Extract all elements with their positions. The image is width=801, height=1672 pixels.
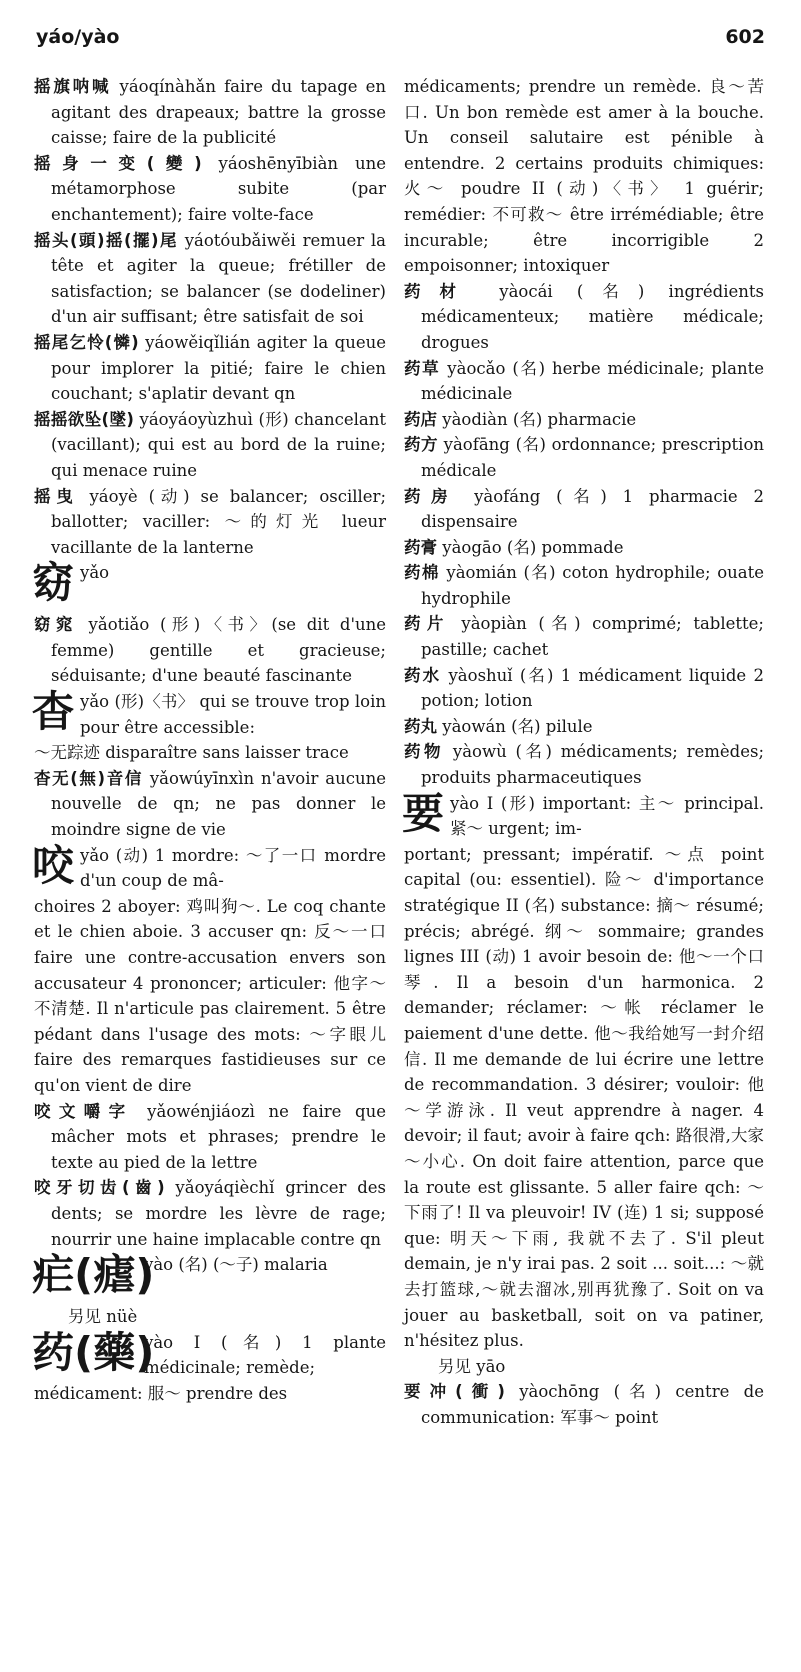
character-entry	[32, 1327, 386, 1407]
right-column	[404, 74, 764, 1430]
entry-headword: 药房	[404, 486, 459, 506]
dictionary-entry	[34, 766, 386, 843]
dictionary-entry	[404, 560, 764, 611]
entry-headword: 窈窕	[34, 615, 78, 635]
dictionary-entry	[34, 330, 386, 407]
entry-headword: 摇曳	[34, 486, 79, 506]
entry-headword: 咬文嚼字	[34, 1101, 134, 1121]
left-column	[34, 74, 386, 1407]
page-number: 602	[725, 26, 765, 48]
dictionary-entry	[34, 1099, 386, 1176]
entry-text: yǎotiǎo (形)〈书〉(se dit d'une femme) gentille et gracieuse; séduisante; d'une beauté fascinante	[51, 615, 386, 686]
character-definition: yào I (名) 1 plante médicinale; remède;	[144, 1332, 386, 1378]
dictionary-entry	[34, 612, 386, 689]
character-entry	[34, 560, 386, 612]
head-character: 窈	[32, 558, 75, 608]
entry-headword: 药棉	[404, 563, 440, 583]
head-character: 疟(瘧)	[32, 1250, 155, 1300]
dictionary-entry	[404, 279, 764, 356]
character-entry	[32, 840, 386, 1099]
character-definition: yǎo (形)〈书〉 qui se trouve trop loin pour être accessible:	[80, 692, 386, 737]
entry-headword: 摇旗呐喊	[34, 77, 112, 96]
character-definition: yào I (形) important: 主～ principal. 紧～ urgent; im-	[450, 793, 764, 839]
entry-headword: 摇尾乞怜(憐)	[34, 332, 139, 352]
page-header	[36, 26, 765, 56]
character-entry	[34, 1252, 386, 1304]
entry-headword: 药片	[404, 614, 450, 634]
dictionary-entry	[404, 714, 764, 740]
entry-text: yǎoyáqièchǐ grincer des dents; se mordre les lèvre de rage; nourrir une haine implacable contre qn	[51, 1178, 386, 1249]
entry-text: yàocǎo (名) herbe médicinale; plante médicinale	[421, 358, 765, 404]
entry-headword: 药物	[404, 742, 445, 762]
entry-headword: 摇头(頭)摇(擺)尾	[34, 230, 178, 250]
dictionary-entry	[34, 407, 386, 484]
entry-text: yàowù (名) médicaments; remèdes; produits pharmaceutiques	[421, 742, 764, 788]
character-definition-cont: choires 2 aboyer: 鸡叫狗～. Le coq chante et le chien aboie. 3 accuser qn: 反～一口 faire une contre-accusation envers son accusateur 4 prononcer; articuler: 他字～不清楚. Il n'articule pas clairement. 5 être pédant dans l'usage des mots: ～字眼儿 faire des remarques fastidieuses sur ce qu'on vient de dire	[34, 896, 386, 1095]
entry-text: yàocái (名) ingrédients médicamenteux; matière médicale; drogues	[421, 281, 764, 352]
entry-continuation: médicaments; prendre un remède. 良～苦口. Un bon remède est amer à la bouche. Un conseil salutaire est pénible à entendre. 2 certains produits chimiques: 火～ poudre II (动)〈书〉 1 guérir; remédier: 不可救～ être irrémédiable; être incurable; être incorrigible 2 empoisonner; intoxiquer	[404, 77, 764, 276]
entry-headword: 杳无(無)音信	[34, 768, 143, 788]
cross-reference: 另见 nüè	[68, 1307, 138, 1327]
entry-text: yǎowénjiáozì ne faire que mâcher mots et phrases; prendre le texte au pied de la lettre	[51, 1101, 386, 1172]
character-definition: yǎo (动) 1 mordre: ～了一口 mordre d'un coup de mâ-	[80, 845, 386, 891]
dictionary-entry	[404, 663, 764, 714]
dictionary-entry	[404, 356, 764, 407]
dictionary-entry	[404, 407, 764, 433]
dictionary-entry	[34, 228, 386, 330]
entry-text: yàopiàn (名) comprimé; tablette; pastille; cachet	[421, 614, 764, 660]
character-definition: yào (名) (～子) malaria	[144, 1255, 328, 1275]
head-character: 咬	[32, 840, 75, 890]
character-entry	[34, 689, 386, 766]
character-definition-cont: médicament: 服～ prendre des	[34, 1383, 288, 1403]
entry-text: yàochōng (名) centre de communication: 军事～ point	[421, 1382, 764, 1427]
character-definition-cont: ～无踪迹 disparaître sans laisser trace	[34, 743, 349, 763]
dictionary-entry	[34, 74, 386, 151]
entry-text: yáotóubǎiwěi remuer la tête et agiter la queue; frétiller de satisfaction; se balancer (se dodeliner) d'un air suffisant; être satisfait de soi	[51, 230, 386, 327]
head-character: 药(藥)	[32, 1327, 155, 1377]
running-head: yáo/yào	[36, 26, 120, 48]
entry-headword: 要冲(衝)	[404, 1382, 505, 1402]
character-definition-cont: portant; pressant; impératif. ～点 point capital (ou: essentiel). 险～ d'importance stratégique II (名) substance: 摘～ résumé; précis; abrégé. 纲～ sommaire; grandes lignes III (动) 1 avoir besoin de: 他～一个口琴. Il a besoin d'un harmonica. 2 demander; réclamer: ～帐 réclamer le paiement d'une dette. 他～我给她写一封介绍信. Il me demande de lui écrire une lettre de recommandation. 3 désirer; vouloir: 他～学游泳. Il veut apprendre à nager. 4 devoir; il faut; avoir à faire qch: 路很滑,大家～小心. On doit faire attention, parce que la route est glissante. 5 aller faire qch: ～下雨了! Il va pleuvoir! IV (连) 1 si; supposé que: 明天～下雨, 我就不去了. S'il pleut demain, je n'y irai pas. 2 soit ... soit...: ～就去打篮球,～就去溜冰,别再犹豫了. Soit on va jouer au basketball, soit on va patiner, n'hésitez plus.	[404, 844, 764, 1351]
entry-headword: 摇身一变(變)	[34, 153, 202, 173]
entry-text: yàogāo (名) pommade	[437, 537, 624, 557]
dictionary-entry	[404, 535, 764, 561]
entry-headword: 药方	[404, 435, 438, 455]
entry-text: yáowěiqǐlián agiter la queue pour implorer la pitié; faire le chien couchant; s'aplatir devant qn	[51, 332, 386, 404]
dictionary-entry	[404, 611, 764, 662]
entry-text: yàoshuǐ (名) 1 médicament liquide 2 potion; lotion	[421, 665, 765, 711]
entry-headword: 药店	[404, 409, 437, 429]
entry-headword: 咬牙切齿(齒)	[34, 1178, 165, 1198]
dictionary-entry	[34, 484, 386, 561]
entry-text: yàomián (名) coton hydrophile; ouate hydrophile	[421, 563, 764, 608]
dictionary-entry	[404, 739, 764, 790]
head-character: 要	[402, 788, 445, 838]
entry-text: yáoshēnyībiàn une métamorphose subite (par enchantement); faire volte-face	[51, 153, 386, 224]
entry-text: yàodiàn (名) pharmacie	[437, 409, 637, 429]
character-definition: yǎo	[80, 563, 110, 583]
entry-text: yàofāng (名) ordonnance; prescription médicale	[421, 435, 765, 480]
entry-text: yáoyè (动) se balancer; osciller; ballotter; vaciller: ～的灯光 lueur vacillante de la lanterne	[51, 486, 387, 557]
entry-text: yǎowúyīnxìn n'avoir aucune nouvelle de qn; ne pas donner le moindre signe de vie	[51, 768, 386, 840]
entry-headword: 摇摇欲坠(墜)	[34, 409, 134, 429]
entry-headword: 药草	[404, 358, 441, 378]
cross-reference: 另见 yāo	[438, 1356, 506, 1376]
dictionary-entry	[404, 432, 764, 483]
dictionary-entry	[404, 484, 764, 535]
entry-headword: 药材	[404, 281, 475, 301]
entry-text: yáoqínàhǎn faire du tapage en agitant des drapeaux; battre la grosse caisse; faire de la publicité	[51, 77, 387, 148]
dictionary-entry	[404, 1379, 764, 1430]
entry-headword: 药膏	[404, 537, 437, 557]
dictionary-entry	[34, 1175, 386, 1252]
character-entry	[402, 788, 764, 1354]
entry-headword: 药水	[404, 665, 442, 685]
head-character: 杳	[32, 687, 75, 737]
entry-text: yàofáng (名) 1 pharmacie 2 dispensaire	[421, 486, 765, 532]
entry-text: yáoyáoyùzhuì (形) chancelant (vacillant); qui est au bord de la ruine; qui menace ruine	[51, 409, 386, 480]
dictionary-entry	[34, 151, 386, 228]
entry-text: yàowán (名) pilule	[437, 716, 593, 736]
entry-headword: 药丸	[404, 716, 437, 736]
